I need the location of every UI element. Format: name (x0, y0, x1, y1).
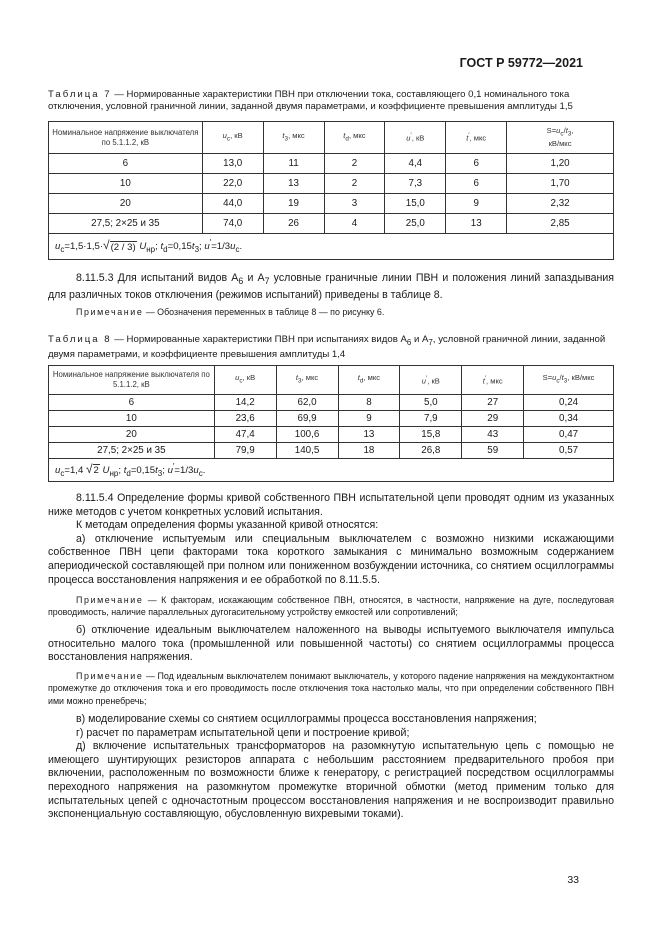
table-cell: 0,57 (524, 443, 614, 459)
note-ideal-breaker: Примечание — Под идеальным выключателем понимают выключатель, у которого падение напряжения на междуконтактном промежутке до отключения тока и его проводимость после отключения тока настолько малы, что при определении собственного ПВН ими можно пренебречь; (48, 671, 614, 706)
table-row (49, 411, 614, 427)
table-cell: 6 (446, 154, 507, 174)
table-cell: 140,5 (276, 443, 338, 459)
paragraph-item-v: в) моделирование схемы со снятием осциллограммы процесса восстановления напряжения; (76, 713, 537, 725)
table8-formula: $u_c=1,4$ √2 $U_{нр}$; $t_d=0,15t_3$; $u'=1/3u_c$. (49, 459, 614, 482)
document-id: ГОСТ Р 59772—2021 (459, 56, 583, 70)
note-distorting-factors: Примечание — К факторам, искажающим собственное ПВН, относятся, в частности, напряжение на дуге, последуговая проводимость, наличие параллельных дугогасительному устройству емкостей или сопротивлений; (48, 595, 614, 618)
table-cell: 2,32 (507, 194, 614, 214)
table8-header-t3: $t_3$, мкс (276, 366, 338, 395)
table-cell: 13 (338, 427, 400, 443)
table-cell: 23,6 (214, 411, 276, 427)
table-cell: 27,5; 2×25 и 35 (49, 443, 215, 459)
table-row (49, 194, 614, 214)
table-cell: 15,8 (400, 427, 462, 443)
table7-formula-row (49, 234, 614, 260)
paragraph-items-v-d-block (48, 713, 614, 822)
table8-header-row (49, 366, 614, 395)
table7 (48, 121, 614, 260)
table-cell: 19 (263, 194, 324, 214)
table7-header-uc: $u_c$, кВ (202, 122, 263, 154)
table-cell: 43 (462, 427, 524, 443)
table-cell: 7,9 (400, 411, 462, 427)
paragraph-item-d: д) включение испытательных трансформаторов на разомкнутую испытательную цепь с помощью не имеющего шунтирующих резисторов аппарата с небольшим расстоянием предварительного пробоя при включении, расположенным по возможности ближе к генератору, с регистрацией посредством осциллограммы переходного напряжения на разомкнутом промежутке вторичной обмотки (метод применим только для испытательных цепей с одночастотным процессом восстановления напряжения и не воспроизводит правильно экспоненциальную составляющую, обусловленную вихревыми токами). (48, 740, 614, 821)
table8-header-uprime: u′, кВ (400, 366, 462, 395)
table-cell: 26,8 (400, 443, 462, 459)
table-cell: 6 (49, 154, 203, 174)
table-cell: 5,0 (400, 395, 462, 411)
paragraph-8-11-5-3: 8.11.5.3 Для испытаний видов $А_6$ и $А_7$ условные граничные линии ПВН и положения линий запаздывания для различных токов отключения (режимов испытаний) приведены в таблице 8. (48, 272, 614, 301)
table-cell: 2 (324, 154, 385, 174)
table8-formula-row (49, 459, 614, 482)
table7-header-s: $S=u_c/t_3$, кВ/мкс (507, 122, 614, 154)
table7-formula: $u_c=1,5\cdot 1,5\cdot√(2 / 3)$ $U_{нр}$; $t_d=0,15t_3$; $u'=1/3u_c$. (49, 234, 614, 260)
table-cell: 8 (338, 395, 400, 411)
table-row (49, 427, 614, 443)
table-cell: 27 (462, 395, 524, 411)
table-cell: 14,2 (214, 395, 276, 411)
table7-header-tprime: t′, мкс (446, 122, 507, 154)
table-cell: 59 (462, 443, 524, 459)
table-cell: 7,3 (385, 174, 446, 194)
table-cell: 79,9 (214, 443, 276, 459)
table-cell: 11 (263, 154, 324, 174)
table-cell: 74,0 (202, 214, 263, 234)
table-cell: 1,70 (507, 174, 614, 194)
table-cell: 2,85 (507, 214, 614, 234)
table-cell: 10 (49, 411, 215, 427)
table-row (49, 395, 614, 411)
table8-header-tprime: t′, мкс (462, 366, 524, 395)
table-cell: 22,0 (202, 174, 263, 194)
paragraph-methods-intro: К методам определения формы указанной кривой относятся: (76, 519, 379, 532)
table-cell: 9 (338, 411, 400, 427)
table7-caption-text: — Нормированные характеристики ПВН при отключении тока, составляющего 0,1 номинального тока отключения, условной граничной линии, заданной двумя параметрами, и коэффициенте превышения амплитуды 1,5 (48, 89, 573, 112)
table-cell: 13,0 (202, 154, 263, 174)
table7-header-uprime: u′, кВ (385, 122, 446, 154)
table-row (49, 154, 614, 174)
table-cell: 0,47 (524, 427, 614, 443)
table-cell: 13 (263, 174, 324, 194)
table-cell: 9 (446, 194, 507, 214)
table-cell: 6 (49, 395, 215, 411)
paragraph-8-11-5-4: 8.11.5.4 Определение формы кривой собственного ПВН испытательной цепи проводят одним из указанных ниже методов с учетом конкретных условий испытания. (48, 492, 614, 518)
table8-header-voltage: Номинальное напряжение выключателя по 5.1.1.2, кВ (49, 366, 215, 395)
table-cell: 25,0 (385, 214, 446, 234)
paragraph-item-b: б) отключение идеальным выключателем наложенного на выводы испытуемого выключателя импульса относительно малого тока (промышленной или повышенной частоты) со снятием осциллограммы процесса восстановления напряжения. (48, 624, 614, 664)
paragraph-item-b-block (48, 624, 614, 665)
table7-caption (48, 89, 614, 113)
table-cell: 1,20 (507, 154, 614, 174)
table-cell: 4 (324, 214, 385, 234)
table-cell: 100,6 (276, 427, 338, 443)
table8-header-uc: $u_c$, кВ (214, 366, 276, 395)
table-cell: 15,0 (385, 194, 446, 214)
table-cell: 20 (49, 427, 215, 443)
table-cell: 20 (49, 194, 203, 214)
paragraph-item-a: а) отключение испытуемым или специальным выключателем с возможно низкими искажающими собственное ПВН цепи факторами тока короткого замыкания с минимально возможным содержанием апериодической составляющей при полном или пониженном возбуждении источника, со снятием осциллограммы процесса восстановления напряжения и ее обработкой по 8.11.5.5. (48, 532, 614, 586)
table-cell: 62,0 (276, 395, 338, 411)
table8-caption-label: Таблица 8 (48, 334, 112, 345)
table7-header-voltage: Номинальное напряжение выключателя по 5.1.1.2, кВ (49, 122, 203, 154)
table8-caption: Таблица 8 — Нормированные характеристики ПВН при испытаниях видов $А_6$ и $А_7$, условной граничной линии, заданной двумя параметрами, и коэффициенте превышения амплитуды 1,4 (48, 334, 606, 360)
table-cell: 13 (446, 214, 507, 234)
table7-header-td: $t_d$, мкс (324, 122, 385, 154)
table8 (48, 365, 614, 482)
table-row (49, 174, 614, 194)
page-number: 33 (567, 874, 579, 886)
table7-header-t3: $t_3$, мкс (263, 122, 324, 154)
table-cell: 0,24 (524, 395, 614, 411)
table8-header-s: $S=u_c/t_3$, кВ/мкс (524, 366, 614, 395)
table-cell: 0,34 (524, 411, 614, 427)
table-cell: 3 (324, 194, 385, 214)
table-cell: 6 (446, 174, 507, 194)
note-table8-variables: Примечание — Обозначения переменных в таблице 8 — по рисунку 6. (76, 307, 385, 317)
table-cell: 44,0 (202, 194, 263, 214)
table-cell: 69,9 (276, 411, 338, 427)
paragraph-8-11-5-4-block (48, 492, 614, 587)
table-cell: 47,4 (214, 427, 276, 443)
table-cell: 10 (49, 174, 203, 194)
table-cell: 26 (263, 214, 324, 234)
table7-caption-label: Таблица 7 (48, 89, 112, 100)
table8-header-td: $t_d$, мкс (338, 366, 400, 395)
table-cell: 4,4 (385, 154, 446, 174)
table-cell: 2 (324, 174, 385, 194)
table-cell: 18 (338, 443, 400, 459)
table-cell: 29 (462, 411, 524, 427)
table7-header-row (49, 122, 614, 154)
table-cell: 27,5; 2×25 и 35 (49, 214, 203, 234)
table-row (49, 443, 614, 459)
table-row (49, 214, 614, 234)
paragraph-item-g: г) расчет по параметрам испытательной цепи и построение кривой; (76, 726, 410, 739)
